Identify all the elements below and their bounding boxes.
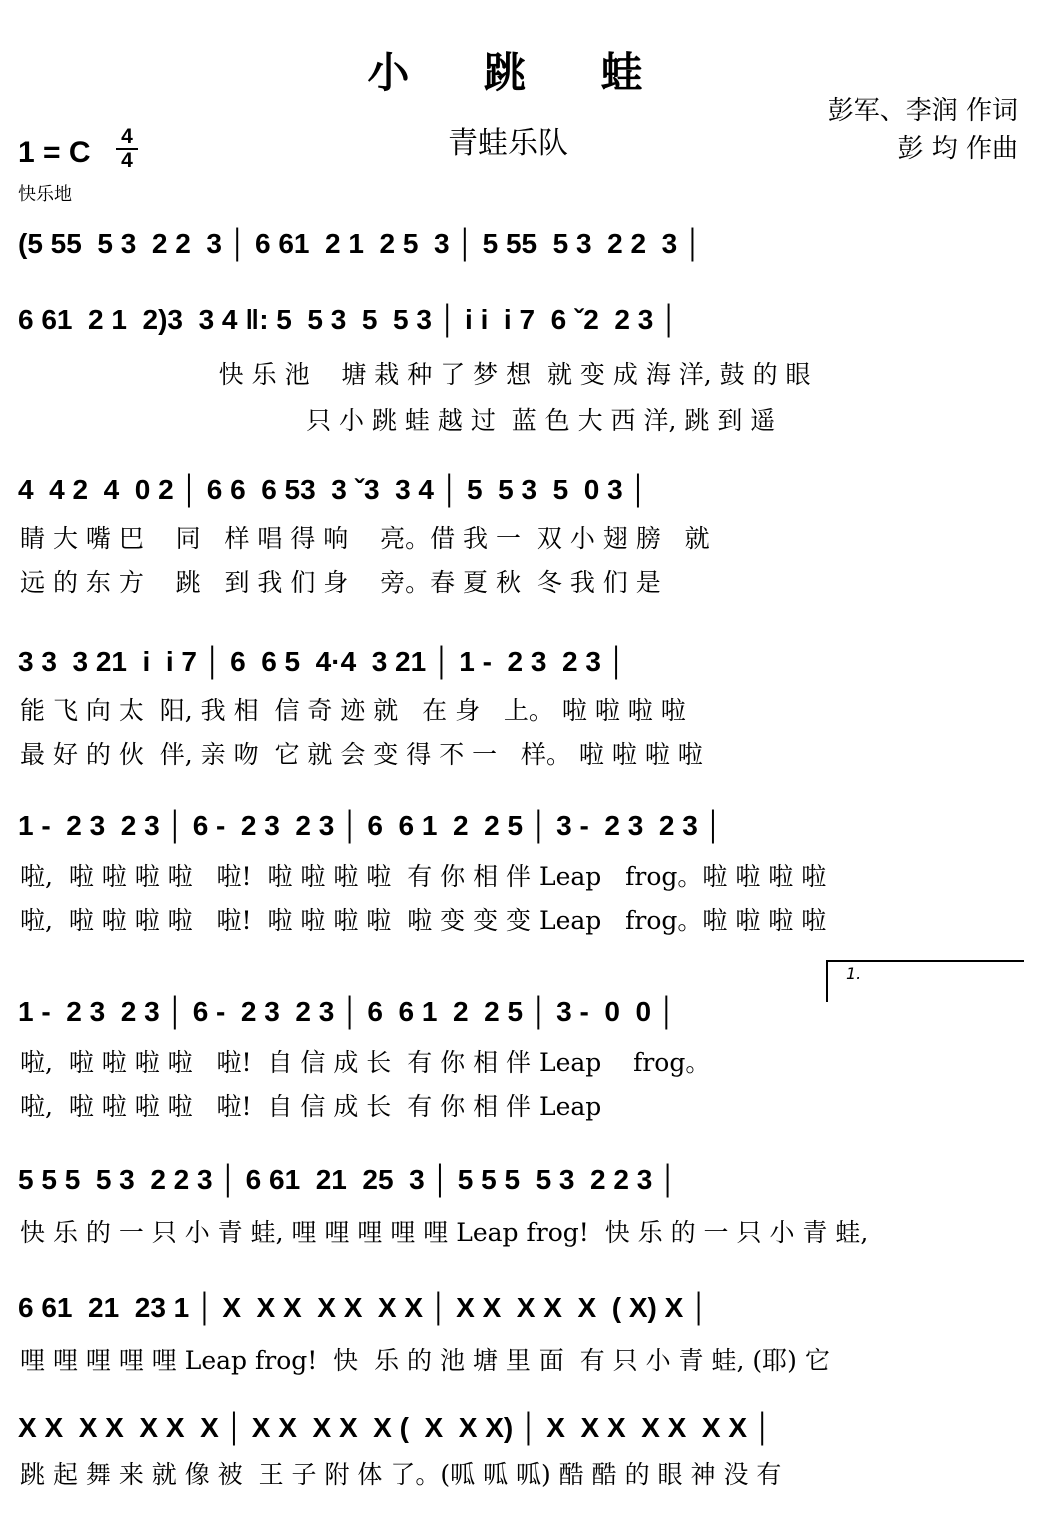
notes-row: 6 61 21 23 1 │ X X X X X X X │ X X X X X ( X) X │ (18, 1292, 709, 1323)
lyric-line-2: 啦, 啦 啦 啦 啦 啦! 自 信 成 长 有 你 相 伴 Leap (20, 1092, 602, 1121)
lyric-line-1: 快 乐 的 一 只 小 青 蛙, 哩 哩 哩 哩 哩 Leap frog! 快 乐 的 一 只 小 青 蛙, (20, 1218, 869, 1247)
notes-row: X X X X X X X │ X X X X X ( X X X) │ X X X X X X X │ (18, 1412, 773, 1443)
notes-row: 3 3 3 21 i i 7 │ 6 6 5 4·4 3 21 │ 1 - 2 3 2 3 │ (18, 646, 627, 677)
notes-row: 6 61 2 1 2)3 3 4 ‖: 5 5 3 5 5 3 │ i i i 7 6 ˇ2 2 3 │ (18, 304, 679, 335)
lyric-line-1: 能 飞 向 太 阳, 我 相 信 奇 迹 就 在 身 上。 啦 啦 啦 啦 (20, 696, 686, 725)
notes-row: 4 4 2 4 0 2 │ 6 6 6 53 3 ˇ3 3 4 │ 5 5 3 5 0 3 │ (18, 474, 648, 505)
time-signature (116, 126, 138, 172)
lyric-line-2: 远 的 东 方 跳 到 我 们 身 旁。春 夏 秋 冬 我 们 是 (20, 568, 661, 597)
song-title: 小 跳 蛙 (367, 48, 673, 97)
lyric-line-2: 只 小 跳 蛙 越 过 蓝 色 大 西 洋, 跳 到 遥 (20, 406, 776, 435)
lyric-line-1: 快 乐 池 塘 栽 种 了 梦 想 就 变 成 海 洋, 鼓 的 眼 (20, 360, 811, 389)
notes-row: 1 - 2 3 2 3 │ 6 - 2 3 2 3 │ 6 6 1 2 2 5 │ 3 - 2 3 2 3 │ (18, 810, 724, 841)
lyric-line-1: 啦, 啦 啦 啦 啦 啦! 啦 啦 啦 啦 有 你 相 伴 Leap frog。啦 啦 啦 啦 (20, 862, 827, 891)
notes-row: (5 55 5 3 2 2 3 │ 6 61 2 1 2 5 3 │ 5 55 5 3 2 2 3 │ (18, 228, 703, 259)
key-signature: 1 = C (18, 136, 91, 169)
lyric-line-2: 最 好 的 伙 伴, 亲 吻 它 就 会 变 得 不 一 样。 啦 啦 啦 啦 (20, 740, 703, 769)
notes-row: 1 - 2 3 2 3 │ 6 - 2 3 2 3 │ 6 6 1 2 2 5 │ 3 - 0 0 │ (18, 996, 677, 1027)
lyric-line-1: 哩 哩 哩 哩 哩 Leap frog! 快 乐 的 池 塘 里 面 有 只 小 青 蛙, (耶) 它 (20, 1346, 830, 1375)
band-name: 青蛙乐队 (448, 126, 568, 161)
lyricist-credit: 彭军、李润 作词 (827, 96, 1018, 126)
lyric-line-1: 睛 大 嘴 巴 同 样 唱 得 响 亮。借 我 一 双 小 翅 膀 就 (20, 524, 710, 553)
notes-row: 5 5 5 5 3 2 2 3 │ 6 61 21 25 3 │ 5 5 5 5 3 2 2 3 │ (18, 1164, 678, 1195)
composer-credit: 彭 均 作曲 (897, 134, 1018, 164)
tempo-marking: 快乐地 (18, 184, 72, 205)
lyric-line-1: 啦, 啦 啦 啦 啦 啦! 自 信 成 长 有 你 相 伴 Leap frog。 (20, 1048, 711, 1077)
lyric-line-2: 啦, 啦 啦 啦 啦 啦! 啦 啦 啦 啦 啦 变 变 变 Leap frog。啦 啦 啦 啦 (20, 906, 827, 935)
time-signature-top: 4 (121, 125, 133, 148)
volta-label: 1. (846, 964, 862, 983)
lyric-line-1: 跳 起 舞 来 就 像 被 王 子 附 体 了。(呱 呱 呱) 酷 酷 的 眼 神 没 有 (20, 1460, 782, 1489)
time-signature-bottom: 4 (116, 148, 138, 172)
